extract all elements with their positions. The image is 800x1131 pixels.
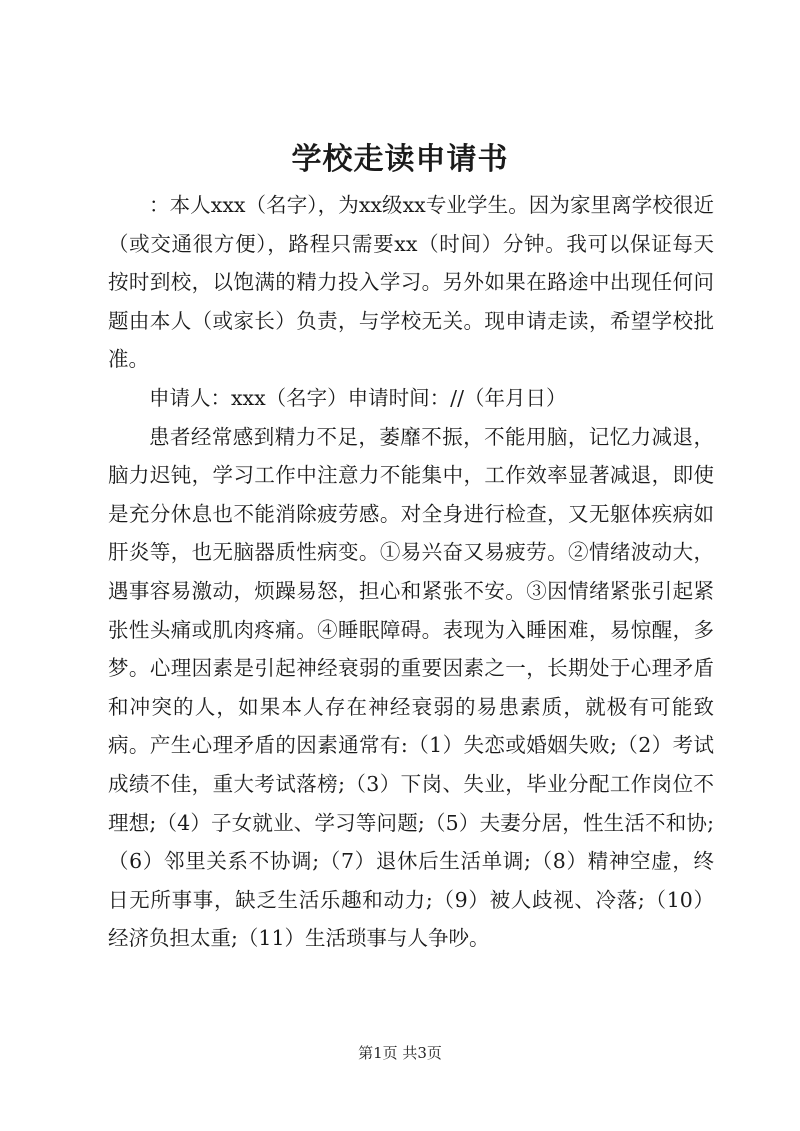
- document-title: 学校走读申请书: [291, 142, 509, 177]
- symptoms-paragraph: 患者经常感到精力不足，萎靡不振，不能用脑，记忆力减退，脑力迟钝，学习工作中注意力不能集中，工作效率显著减退，即使是充分休息也不能消除疲劳感。对全身进行检查，又无躯体疾病如肝炎等，也无脑器质性病变。①易兴奋又易疲劳。②情绪波动大，遇事容易激动，烦躁易怒，担心和紧张不安。③因情绪紧张引起紧张性头痛或肌肉疼痛。④睡眠障碍。表现为入睡困难，易惊醒，多梦。心理因素是引起神经衰弱的重要因素之一，长期处于心理矛盾和冲突的人，如果本人存在神经衰弱的易患素质，就极有可能致病。产生心理矛盾的因素通常有:（1）失恋或婚姻失败;（2）考试成绩不佳，重大考试落榜;（3）下岗、失业，毕业分配工作岗位不理想;（4）子女就业、学习等问题;（5）夫妻分居，性生活不和协;（6）邻里关系不协调;（7）退休后生活单调;（8）精神空虚，终日无所事事，缺乏生活乐趣和动力;（9）被人歧视、冷落;（10）经济负担太重;（11）生活琐事与人争吵。: [108, 424, 714, 951]
- document-body: [108, 186, 714, 958]
- page-footer: 第1页 共3页: [358, 1044, 442, 1062]
- application-paragraph: ：本人xxx（名字），为xx级xx专业学生。因为家里离学校很近（或交通很方便），路程只需要xx（时间）分钟。我可以保证每天按时到校，以饱满的精力投入学习。另外如果在路途中出现任何问题由本人（或家长）负责，与学校无关。现申请走读，希望学校批准。: [108, 193, 714, 372]
- applicant-signature-line: 申请人：xxx（名字）申请时间：//（年月日）: [149, 385, 567, 410]
